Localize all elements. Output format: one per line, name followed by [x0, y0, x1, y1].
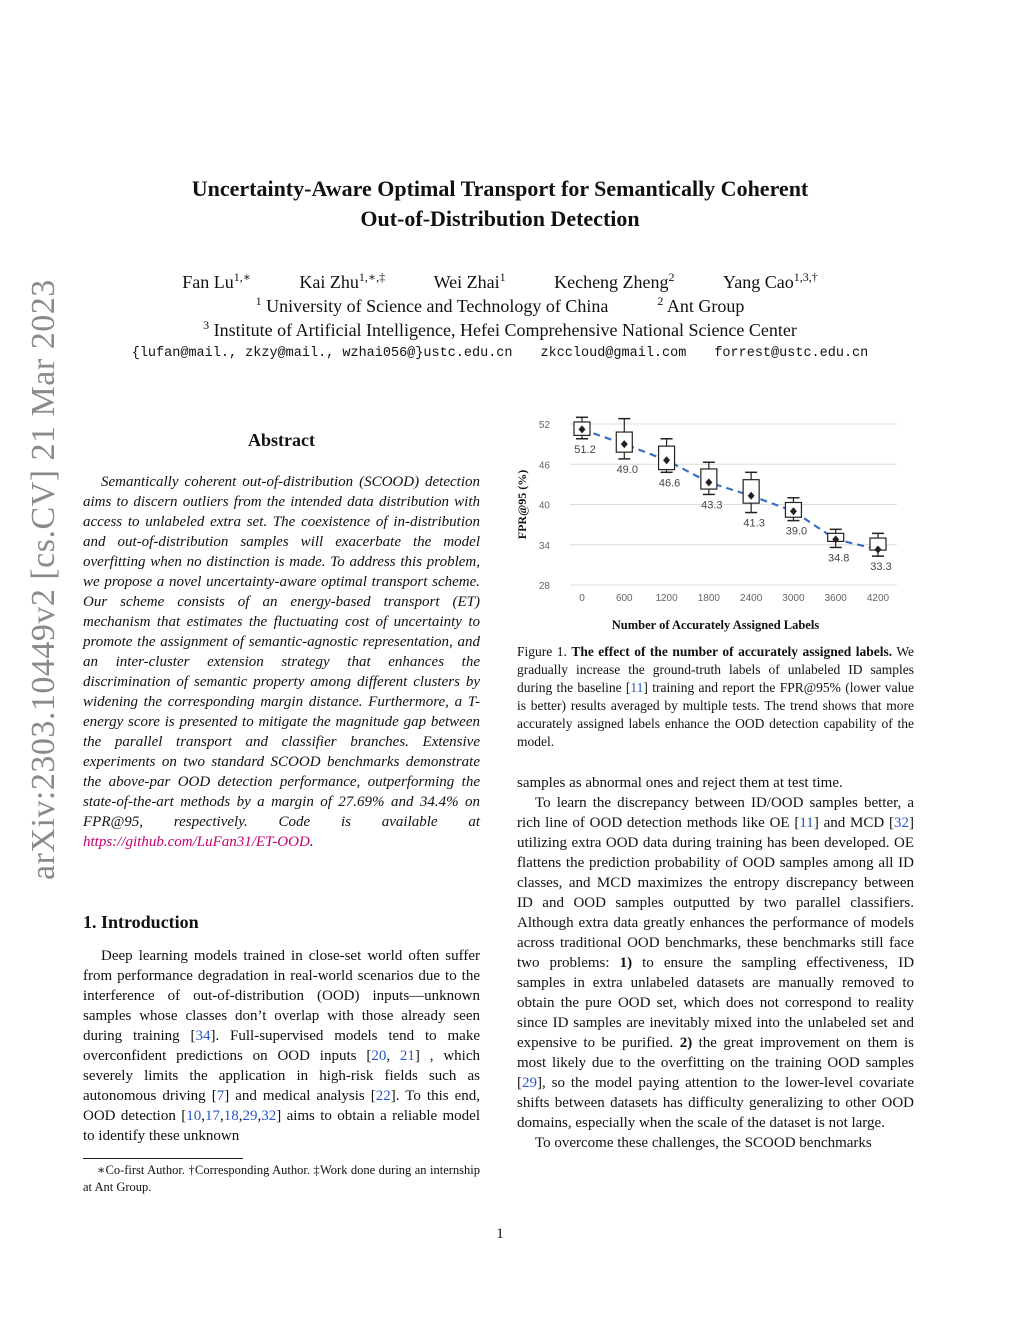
affil-sup: 2 — [657, 294, 664, 308]
citation-link[interactable]: 11 — [799, 815, 814, 831]
intro-text: ] and medical analysis [ — [224, 1088, 376, 1104]
caption-label: Figure 1. — [517, 644, 567, 659]
right-paragraph-0: samples as abnormal ones and reject them at test time. — [517, 775, 843, 791]
citation-link[interactable]: 20 — [371, 1048, 387, 1064]
arxiv-identifier: arXiv:2303.10449v2 [cs.CV] 21 Mar 2023 — [25, 279, 62, 880]
enum-marker: 1) — [619, 955, 633, 971]
intro-text: ] , which severely limits the application in high-risk fields such as autonomous driving [ — [83, 1048, 481, 1104]
author-sup: 1,∗,‡ — [358, 270, 386, 284]
author-name: Kecheng Zheng — [554, 272, 669, 292]
footnote: ∗Co-first Author. †Corresponding Author. ‡Work done during an internship at Ant Group. — [83, 1163, 480, 1194]
author-3 — [434, 270, 506, 293]
author-sup: 1 — [499, 270, 506, 284]
intro-paragraph: Deep learning models trained in close-set world often suffer from performance degradation in real-world scenarios due to the interference of out-of-distribution (OOD) inputs—unknown samples whose classes don’t overlap with those already seen during training [34]. Full-supervised models tend to make overconfident predictions on OOD inputs [20, 21] , which severely limits the application in high-risk fields such as autonomous driving [7] and medical analysis [22]. To this end, OOD detection [10,17,18,29,32] aims to obtain a reliable model to identify these unknown — [83, 948, 481, 1144]
affiliation-line-2 — [60, 318, 940, 341]
intro-text: Deep learning models trained in close-set world often suffer from performance degradation in real-world scenarios due to the interference of out-of-distribution (OOD) inputs—unknown samples whose classes don’t overlap with those already seen during training [ — [83, 948, 480, 1044]
x-tick-label: 2400 — [740, 593, 763, 604]
section-heading-introduction: 1. Introduction — [83, 912, 199, 932]
author-name: Yang Cao — [723, 272, 794, 292]
x-tick-label: 0 — [579, 593, 585, 604]
citation-link[interactable]: 10 — [186, 1108, 202, 1124]
code-link[interactable]: https://github.com/LuFan31/ET-OOD — [83, 834, 310, 850]
citation-link[interactable]: 29 — [242, 1108, 258, 1124]
abstract-heading: Abstract — [248, 430, 315, 450]
figure-1-chart — [512, 408, 912, 616]
enum-marker: 2) — [679, 1035, 693, 1051]
x-tick-label: 4200 — [866, 593, 890, 604]
email-list — [60, 346, 940, 361]
affiliation-hefei: Institute of Artificial Intelligence, Hefei Comprehensive National Science Center — [213, 320, 797, 340]
y-tick-label: 40 — [538, 500, 550, 512]
intro-text: ]. Full-supervised models tend to make overconfident predictions on OOD inputs [ — [83, 1028, 480, 1064]
x-tick-label: 1800 — [697, 593, 720, 604]
figure-1-caption — [517, 643, 914, 751]
paper-title — [100, 174, 900, 234]
page-number: 1 — [496, 1226, 504, 1242]
caption-text: We gradually increase the ground-truth labels of unlabeled ID samples during the baseline [ — [517, 644, 915, 695]
y-tick-label: 34 — [538, 540, 550, 552]
affiliation-line-1 — [60, 294, 940, 317]
y-axis-label: FPR@95 (%) — [515, 469, 529, 540]
abstract-text: Semantically coherent out-of-distribution (SCOOD) detection aims to discern outliers from the intended data distribution with access to unlabeled extra set. The coexistence of in-distribution and out-of-distribution samples will exacerbate the model overfitting when no distinction is made. To address this problem, we propose a novel uncertainty-aware optimal transport scheme. Our scheme consists of an energy-based transport (ET) mechanism that estimates the fluctuating cost of uncertainty to promote the assignment of semantic-agnostic representation, and an inter-cluster extension strategy that enhances the discrimination of semantic property among different clusters by widening the corresponding margin distance. Furthermore, a T-energy score is presented to mitigate the magnitude gap between the parallel transport and classifier branches. Extensive experiments on two standard SCOOD benchmarks demonstrate the above-par OOD detection performance, outperforming the state-of-the-art methods by a margin of 27.69% and 34.4% on FPR@95, respectively. Code is available at — [83, 474, 480, 830]
x-tick-label: 600 — [615, 593, 633, 604]
author-1 — [182, 270, 251, 293]
para-text: to ensure the sampling effectiveness, ID samples in extra unlabeled datasets are manually removed to obtain the pure OOD set, which does not correspond to reality since ID samples are inevitably mixed into the unlabeled set and expensive to be purified. — [517, 955, 915, 1051]
email-forrest: forrest@ustc.edu.cn — [714, 346, 869, 361]
email-ustc: {lufan@mail., zkzy@mail., wzhai056@}ustc.edu.cn — [131, 346, 513, 361]
right-paragraph-1 — [517, 793, 914, 1133]
author-name: Kai Zhu — [299, 272, 359, 292]
title-line-2: Out-of-Distribution Detection — [360, 206, 640, 231]
author-name: Fan Lu — [182, 272, 234, 292]
x-tick-label: 1200 — [655, 593, 678, 604]
citation-link[interactable]: 22 — [375, 1088, 391, 1104]
para-text: ], so the model paying attention to the lower-level covariate shifts between datasets has difficulty generalizing to other OOD domains, especially when the scale of the dataset is not large. — [517, 1075, 914, 1131]
figure-x-axis-label: Number of Accurately Assigned Labels — [611, 618, 820, 632]
data-label: 46.6 — [658, 477, 681, 490]
affiliation-ant: Ant Group — [666, 296, 745, 316]
author-name: Wei Zhai — [433, 272, 500, 292]
citation-link[interactable]: 7 — [216, 1088, 225, 1104]
data-label: 33.3 — [870, 561, 892, 574]
data-label: 51.2 — [574, 443, 596, 456]
citation-link[interactable]: 32 — [893, 815, 909, 831]
x-tick-label: 3000 — [782, 593, 805, 604]
email-zkccloud: zkccloud@gmail.com — [540, 346, 687, 361]
title-line-1: Uncertainty-Aware Optimal Transport for Semantically Coherent — [191, 176, 809, 201]
intro-text: ] aims to obtain a reliable model to identify these unknown — [83, 1108, 481, 1144]
affil-sup: 3 — [203, 318, 210, 332]
para-text: the great improvement on them is most likely due to the overfitting on the training OOD samples [ — [517, 1035, 915, 1091]
author-5 — [723, 270, 818, 293]
citation-link[interactable]: 17 — [204, 1108, 220, 1124]
data-label: 39.0 — [785, 525, 808, 538]
footnote-rule — [83, 1158, 243, 1159]
citation-link[interactable]: 29 — [522, 1075, 537, 1091]
y-tick-label: 52 — [538, 420, 550, 431]
citation-link[interactable]: 34 — [195, 1028, 211, 1044]
caption-bold: The effect of the number of accurately assigned labels. — [571, 644, 893, 659]
author-4 — [554, 270, 674, 293]
citation-link[interactable]: 11 — [630, 680, 644, 695]
affil-sup: 1 — [255, 294, 262, 308]
right-paragraph-2: To overcome these challenges, the SCOOD benchmarks — [535, 1135, 872, 1151]
caption-text: ] training and report the FPR@95% (lower value is better) results averaged by multiple tests. The trend shows that more accurately assigned labels enhance the OOD detection capability of the model. — [517, 680, 915, 749]
y-tick-label: 28 — [538, 581, 550, 592]
citation-link[interactable]: 32 — [261, 1108, 277, 1124]
data-label: 43.3 — [701, 499, 723, 512]
data-label: 34.8 — [828, 552, 850, 565]
right-column-body — [517, 773, 914, 1153]
para-text: To learn the discrepancy between ID/OOD samples better, a rich line of OOD detection methods like OE [ — [517, 795, 914, 831]
affiliation-ustc: University of Science and Technology of China — [266, 296, 609, 316]
y-tick-label: 46 — [538, 460, 550, 472]
data-label: 41.3 — [743, 517, 765, 530]
author-sup: 1,∗ — [233, 270, 251, 284]
intro-text: ]. To this end, OOD detection [ — [83, 1088, 481, 1124]
author-2 — [299, 270, 385, 293]
x-tick-label: 3600 — [824, 593, 847, 604]
author-list — [100, 270, 900, 293]
data-label: 49.0 — [616, 463, 638, 476]
citation-link[interactable]: 18 — [223, 1108, 239, 1124]
para-text: ] and MCD [ — [813, 815, 894, 831]
para-text: ] utilizing extra OOD data during training has been developed. OE flattens the prediction probability of OOD samples among all ID classes, and MCD maximizes the entropy discrepancy between ID and OOD samples outputted by two parallel classifiers. Although extra data greatly enhances the performance of models across traditional OOD benchmarks, these benchmarks still face two problems: — [517, 815, 914, 971]
citation-link[interactable]: 21 — [399, 1048, 415, 1064]
abstract-body: Semantically coherent out-of-distribution (SCOOD) detection aims to discern outliers from the intended data distribution with access to unlabeled extra set. The coexistence of in-distribution and out-of-distribution samples will exacerbate the model overfitting when no distinction is made. To address this problem, we propose a novel uncertainty-aware optimal transport scheme. Our scheme consists of an energy-based transport (ET) mechanism that estimates the fluctuating cost of uncertainty to promote the assignment of semantic-agnostic representation, and an inter-cluster extension strategy that enhances the discrimination of semantic property among different clusters by widening the corresponding margin distance. Furthermore, a T-energy score is presented to mitigate the magnitude gap between the parallel transport and classifier branches. Extensive experiments on two standard SCOOD benchmarks demonstrate the above-par OOD detection performance, outperforming the state-of-the-art methods by a margin of 27.69% and 34.4% on FPR@95, respectively. Code is available at https://github.com/LuFan31/ET-OOD. — [83, 474, 480, 850]
author-sup: 2 — [668, 270, 675, 284]
author-sup: 1,3,† — [793, 270, 818, 284]
